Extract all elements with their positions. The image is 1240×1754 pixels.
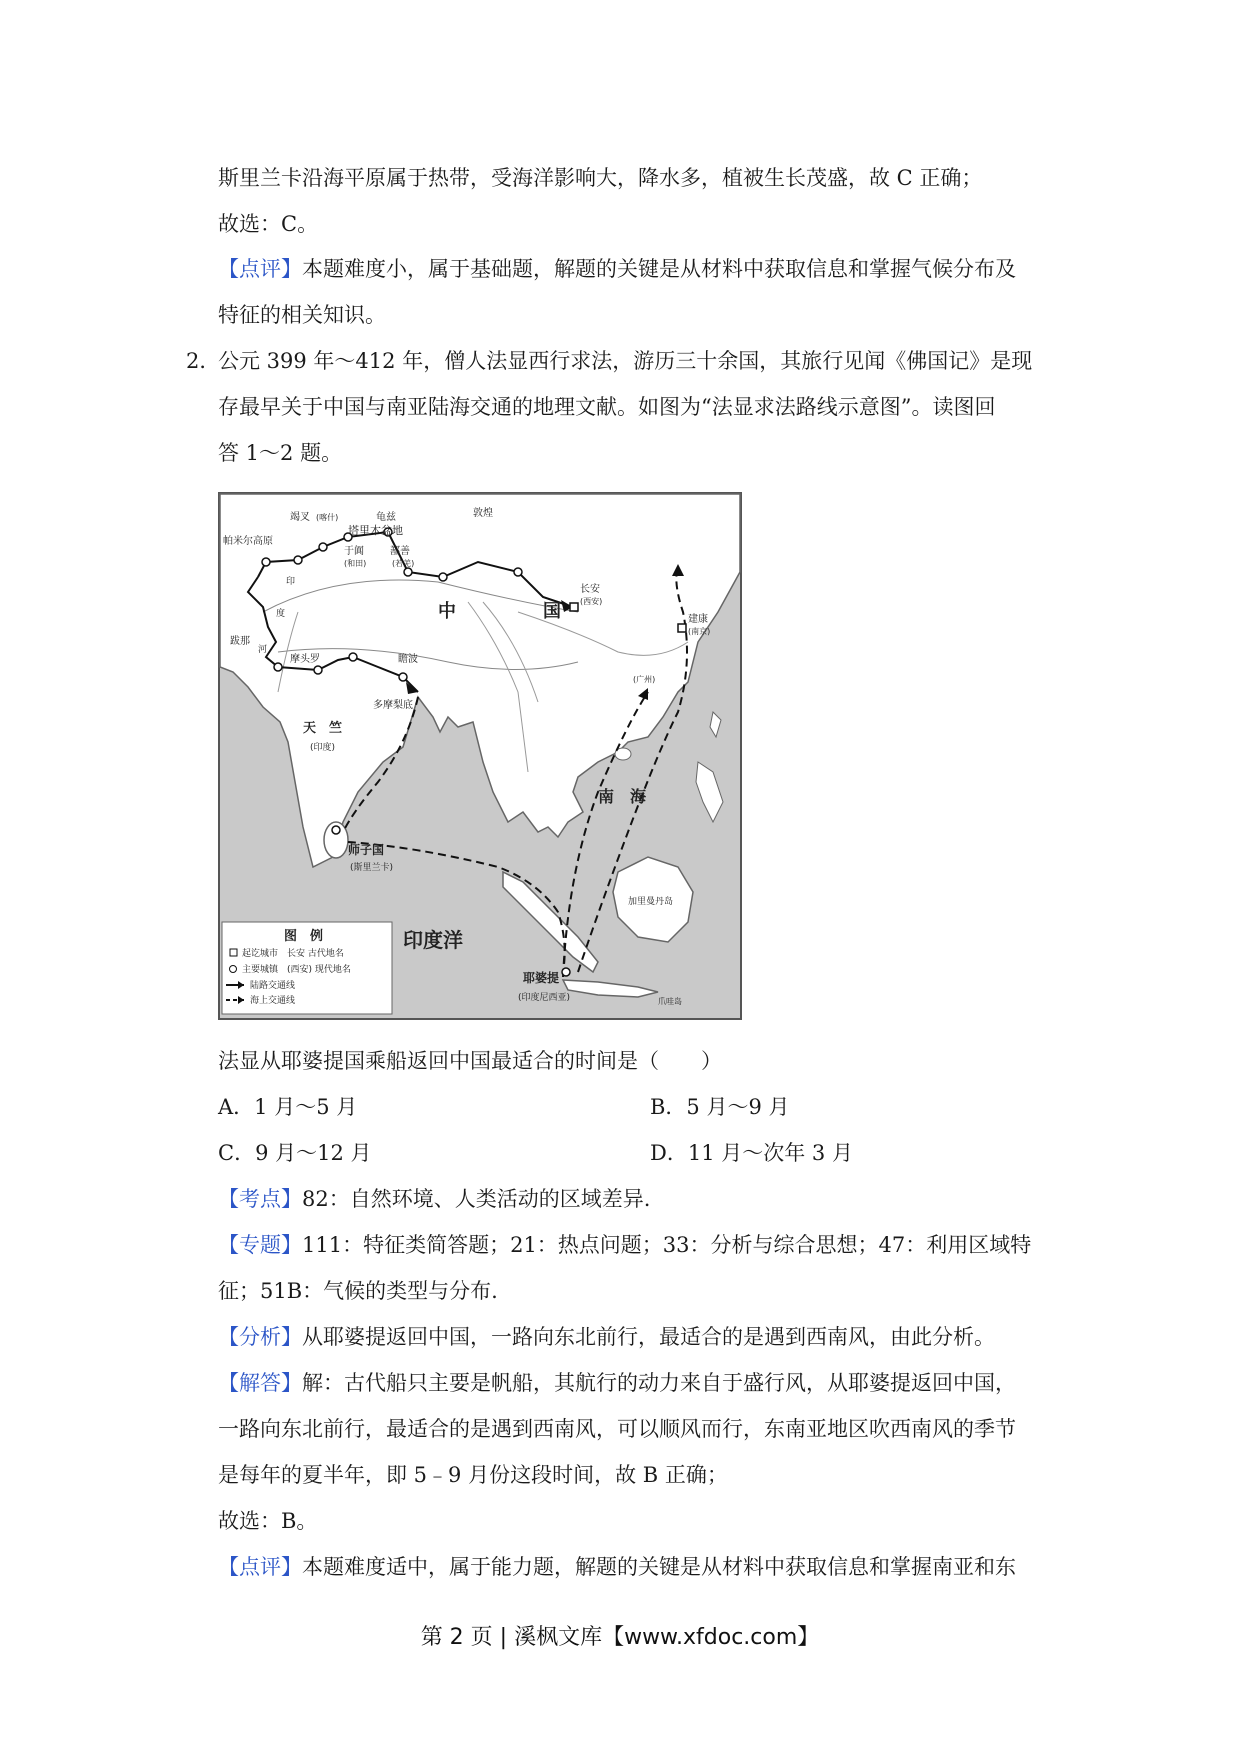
map-label-tarim: 塔里木盆地 bbox=[348, 524, 403, 537]
map-label-shanshan: 鄯善 bbox=[390, 546, 410, 557]
kaodian-text: 82：自然环境、人类活动的区域差异. bbox=[302, 1187, 651, 1211]
map-label-river-yin: 印 bbox=[286, 577, 296, 587]
map-label-shiziguo: 师子国 bbox=[348, 843, 385, 857]
question-number: 2． bbox=[186, 349, 221, 373]
legend-row: 主要城镇 (西安) 现代地名 bbox=[242, 965, 351, 975]
map-label-nanhai: 南 海 bbox=[598, 787, 647, 806]
map-label-changan: 长安 bbox=[580, 584, 600, 595]
text-line: 一路向东北前行，最适合的是遇到西南风，可以顺风而行，东南亚地区吹西南风的季节 bbox=[218, 1417, 1016, 1441]
map-label-tianzhu: 天 竺 bbox=[303, 721, 343, 736]
zhuanti-line bbox=[218, 1230, 1031, 1260]
map-label-motouluo: 摩头罗 bbox=[290, 654, 320, 665]
text-line: 故选：C。 bbox=[218, 212, 319, 236]
legend-row: 起讫城市 长安 古代地名 bbox=[242, 949, 344, 959]
text-line: 斯里兰卡沿海平原属于热带，受海洋影响大，降水多，植被生长茂盛，故 C 正确； bbox=[218, 166, 983, 190]
route-map-figure bbox=[218, 492, 742, 1020]
fenxi-tag: 【分析】 bbox=[218, 1325, 302, 1349]
map-label-guo: 国 bbox=[543, 601, 561, 622]
legend-title: 图 例 bbox=[284, 929, 324, 944]
dianping-text: 本题难度适中，属于能力题，解题的关键是从材料中获取信息和掌握南亚和东 bbox=[302, 1555, 1016, 1579]
map-label-guizi: 龟兹 bbox=[376, 512, 396, 523]
question-stem: 公元 399 年～412 年，僧人法显西行求法，游历三十余国，其旅行见闻《佛国记》是现 bbox=[218, 349, 1033, 373]
question-stem: 存最早关于中国与南亚陆海交通的地理文献。如图为“法显求法路线示意图”。读图回 bbox=[218, 395, 996, 419]
map-label-indian-ocean: 印度洋 bbox=[403, 928, 463, 952]
question-text: 法显从耶婆提国乘船返回中国最适合的时间是（ ） bbox=[218, 1049, 722, 1073]
dianping-line bbox=[218, 1552, 1016, 1582]
map-label-yepoti: 耶婆提 bbox=[523, 971, 560, 985]
text-line: 是每年的夏半年，即 5﹣9 月份这段时间，故 B 正确； bbox=[218, 1463, 728, 1487]
map-label-yepoti-modern: (印度尼西亚) bbox=[518, 993, 571, 1003]
legend-row: 陆路交通线 bbox=[250, 981, 296, 991]
map-label-tianzhu-modern: (印度) bbox=[310, 743, 336, 753]
map-label-zhanbo: 瞻波 bbox=[398, 654, 418, 665]
map-legend bbox=[222, 922, 392, 1014]
option-d: D．11 月～次年 3 月 bbox=[650, 1141, 853, 1165]
jieda-tag: 【解答】 bbox=[218, 1371, 302, 1395]
text-line: 特征的相关知识。 bbox=[218, 303, 386, 327]
map-label-yutian: 于阗 bbox=[344, 546, 364, 557]
question-stem: 答 1～2 题。 bbox=[218, 441, 343, 465]
map-label-yutian-modern: (和田) bbox=[344, 559, 367, 568]
map-label-jiankang-modern: (南京) bbox=[688, 627, 711, 636]
option-b: B．5 月～9 月 bbox=[650, 1095, 790, 1119]
fenxi-line bbox=[218, 1322, 995, 1352]
map-label-duomolidi: 多摩梨底 bbox=[373, 700, 413, 711]
kaodian-line bbox=[218, 1184, 650, 1214]
comment-line bbox=[218, 254, 1016, 284]
map-label-river-he: 河 bbox=[258, 645, 268, 655]
zhuanti-text: 111：特征类简答题；21：热点问题；33：分析与综合思想；47：利用区域特 bbox=[302, 1233, 1032, 1257]
map-label-jiecha: 竭叉 bbox=[290, 512, 310, 523]
legend-row: 海上交通线 bbox=[250, 996, 296, 1006]
text-line: 故选：B。 bbox=[218, 1509, 318, 1533]
map-label-shiziguo-modern: (斯里兰卡) bbox=[350, 863, 394, 873]
jieda-text: 解：古代船只主要是帆船，其航行的动力来自于盛行风，从耶婆提返回中国， bbox=[302, 1371, 1016, 1395]
map-label-pamir: 帕米尔高原 bbox=[223, 536, 273, 547]
kaodian-tag: 【考点】 bbox=[218, 1187, 302, 1211]
map-label-tuona: 跋那 bbox=[230, 636, 250, 647]
map-label-jiecha-modern: (喀什) bbox=[316, 513, 339, 522]
map-label-guangzhou: (广州) bbox=[633, 675, 656, 684]
map-label-dunhuang: 敦煌 bbox=[473, 508, 493, 519]
map-label-changan-modern: (西安) bbox=[580, 597, 603, 606]
page-footer: 第 2 页 | 溪枫文库【www.xfdoc.com】 bbox=[420, 1625, 820, 1650]
option-a: A．1 月～5 月 bbox=[218, 1095, 358, 1119]
jieda-line bbox=[218, 1368, 1016, 1398]
text-line: 征；51B：气候的类型与分布. bbox=[218, 1279, 498, 1303]
comment-tag: 【点评】 bbox=[218, 257, 302, 281]
option-c: C．9 月～12 月 bbox=[218, 1141, 372, 1165]
map-label-zhong: 中 bbox=[438, 601, 456, 622]
map-label-shanshan-modern: (若羌) bbox=[392, 559, 415, 568]
map-label-river-du: 度 bbox=[276, 609, 286, 619]
map-label-jiankang: 建康 bbox=[688, 614, 708, 625]
zhuanti-tag: 【专题】 bbox=[218, 1233, 302, 1257]
fenxi-text: 从耶婆提返回中国，一路向东北前行，最适合的是遇到西南风，由此分析。 bbox=[302, 1325, 995, 1349]
comment-text: 本题难度小，属于基础题，解题的关键是从材料中获取信息和掌握气候分布及 bbox=[302, 257, 1016, 281]
dianping-tag: 【点评】 bbox=[218, 1555, 302, 1579]
map-label-kalimantan: 加里曼丹岛 bbox=[628, 897, 674, 907]
map-label-java: 爪哇岛 bbox=[658, 997, 682, 1006]
